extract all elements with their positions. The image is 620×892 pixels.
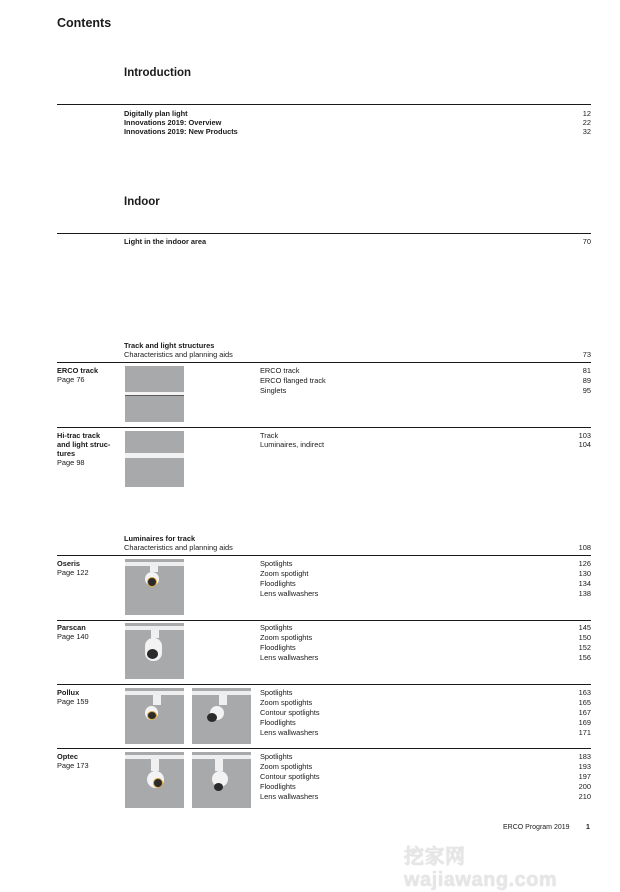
toc-entry-label[interactable]: Spotlights (260, 623, 293, 632)
toc-entry-page: 103 (578, 431, 591, 440)
toc-entry-page: 152 (578, 643, 591, 652)
toc-entry-label[interactable]: Spotlights (260, 752, 293, 761)
product-page-ref: Page 140 (57, 632, 89, 641)
product-page-ref: Page 76 (57, 375, 85, 384)
toc-entry-page: 89 (582, 376, 591, 385)
toc-entry-page: 70 (582, 237, 591, 246)
toc-entry-page: 171 (578, 728, 591, 737)
toc-entry-page: 150 (578, 633, 591, 642)
toc-entry-label[interactable]: Light in the indoor area (124, 237, 207, 246)
toc-entry-page: 156 (578, 653, 591, 662)
section-rule (57, 362, 591, 363)
toc-entry-page: 138 (578, 589, 591, 598)
product-rule (57, 684, 591, 685)
toc-entry-label[interactable]: Zoom spotlights (260, 762, 313, 771)
toc-entry-page: 193 (578, 762, 591, 771)
product-photo-optec-2 (192, 752, 251, 808)
product-name[interactable]: ERCO track (57, 366, 99, 375)
toc-entry-page: 104 (578, 440, 591, 449)
toc-entry-page: 12 (582, 109, 591, 118)
toc-entry-label[interactable]: Lens wallwashers (260, 589, 319, 598)
section-rule (57, 104, 591, 105)
toc-entry-page: 22 (582, 118, 591, 127)
toc-entry-page: 163 (578, 688, 591, 697)
section-rule (57, 555, 591, 556)
toc-entry-page: 200 (578, 782, 591, 791)
toc-entry-page: 183 (578, 752, 591, 761)
toc-entry-page: 73 (582, 350, 591, 359)
subsection-title[interactable]: Track and light structures (124, 341, 215, 350)
toc-entry-label[interactable]: Lens wallwashers (260, 653, 319, 662)
toc-entry-page: 130 (578, 569, 591, 578)
product-photo-optec-1 (125, 752, 184, 808)
product-name[interactable]: and light struc- (57, 440, 111, 449)
product-name[interactable]: Hi-trac track (57, 431, 101, 440)
product-name[interactable]: Parscan (57, 623, 86, 632)
toc-entry-page: 126 (578, 559, 591, 568)
toc-entry-label[interactable]: Zoom spotlights (260, 698, 313, 707)
watermark: 挖家网 wajiawang.com (404, 846, 558, 891)
toc-entry-page: 134 (578, 579, 591, 588)
toc-entry-page: 210 (578, 792, 591, 801)
product-rule (57, 427, 591, 428)
footer-text: ERCO Program 2019 (503, 824, 570, 831)
product-rule (57, 748, 591, 749)
toc-entry-label[interactable]: Lens wallwashers (260, 728, 319, 737)
toc-entry-label[interactable]: Floodlights (260, 579, 296, 588)
product-name[interactable]: Pollux (57, 688, 80, 697)
product-name[interactable]: Oseris (57, 559, 81, 568)
product-photo-pollux-1 (125, 688, 184, 744)
section-rule (57, 233, 591, 234)
toc-entry-label[interactable]: Spotlights (260, 688, 293, 697)
toc-entry-label[interactable]: Floodlights (260, 718, 296, 727)
subsection-title[interactable]: Luminaires for track (124, 534, 196, 543)
product-photo-parscan (125, 623, 184, 679)
toc-entry-label[interactable]: Digitally plan light (124, 109, 188, 118)
toc-entry-page: 145 (578, 623, 591, 632)
toc-entry-label[interactable]: Contour spotlights (260, 708, 320, 717)
toc-entry-page: 32 (582, 127, 591, 136)
toc-entry-label[interactable]: Floodlights (260, 643, 296, 652)
toc-entry-label[interactable]: Innovations 2019: Overview (124, 118, 222, 127)
toc-entry-label[interactable]: Track (260, 431, 279, 440)
section-title-indoor: Indoor (124, 196, 160, 208)
page-title: Contents (57, 16, 112, 30)
section-title-introduction: Introduction (124, 67, 192, 79)
toc-entry-label[interactable]: Innovations 2019: New Products (124, 127, 238, 136)
toc-entry-label[interactable]: Luminaires, indirect (260, 440, 325, 449)
toc-entry-page: 108 (578, 543, 591, 552)
subsection-subtitle: Characteristics and planning aids (124, 543, 233, 552)
product-page-ref: Page 159 (57, 697, 89, 706)
toc-entry-page: 167 (578, 708, 591, 717)
toc-entry-label[interactable]: Spotlights (260, 559, 293, 568)
toc-entry-label[interactable]: Singlets (260, 386, 287, 395)
product-photo-erco-track (125, 366, 184, 422)
toc-entry-page: 95 (582, 386, 591, 395)
toc-entry-label[interactable]: Contour spotlights (260, 772, 320, 781)
footer-page-number: 1 (586, 824, 590, 831)
product-photo-pollux-2 (192, 688, 251, 744)
toc-entry-label[interactable]: Zoom spotlights (260, 633, 313, 642)
product-photo-oseris (125, 559, 184, 615)
toc-entry-label[interactable]: Floodlights (260, 782, 296, 791)
product-page-ref: Page 98 (57, 458, 85, 467)
product-rule (57, 620, 591, 621)
toc-entry-label[interactable]: ERCO flanged track (260, 376, 326, 385)
toc-entry-page: 165 (578, 698, 591, 707)
toc-entry-page: 81 (582, 366, 591, 375)
subsection-subtitle: Characteristics and planning aids (124, 350, 233, 359)
toc-entry-page: 169 (578, 718, 591, 727)
toc-entry-label[interactable]: ERCO track (260, 366, 300, 375)
product-name[interactable]: Optec (57, 752, 78, 761)
product-name[interactable]: tures (57, 449, 76, 458)
toc-entry-label[interactable]: Zoom spotlight (260, 569, 309, 578)
product-photo-hi-trac (125, 431, 184, 487)
toc-entry-label[interactable]: Lens wallwashers (260, 792, 319, 801)
product-page-ref: Page 122 (57, 568, 89, 577)
toc-entry-page: 197 (578, 772, 591, 781)
product-page-ref: Page 173 (57, 761, 89, 770)
